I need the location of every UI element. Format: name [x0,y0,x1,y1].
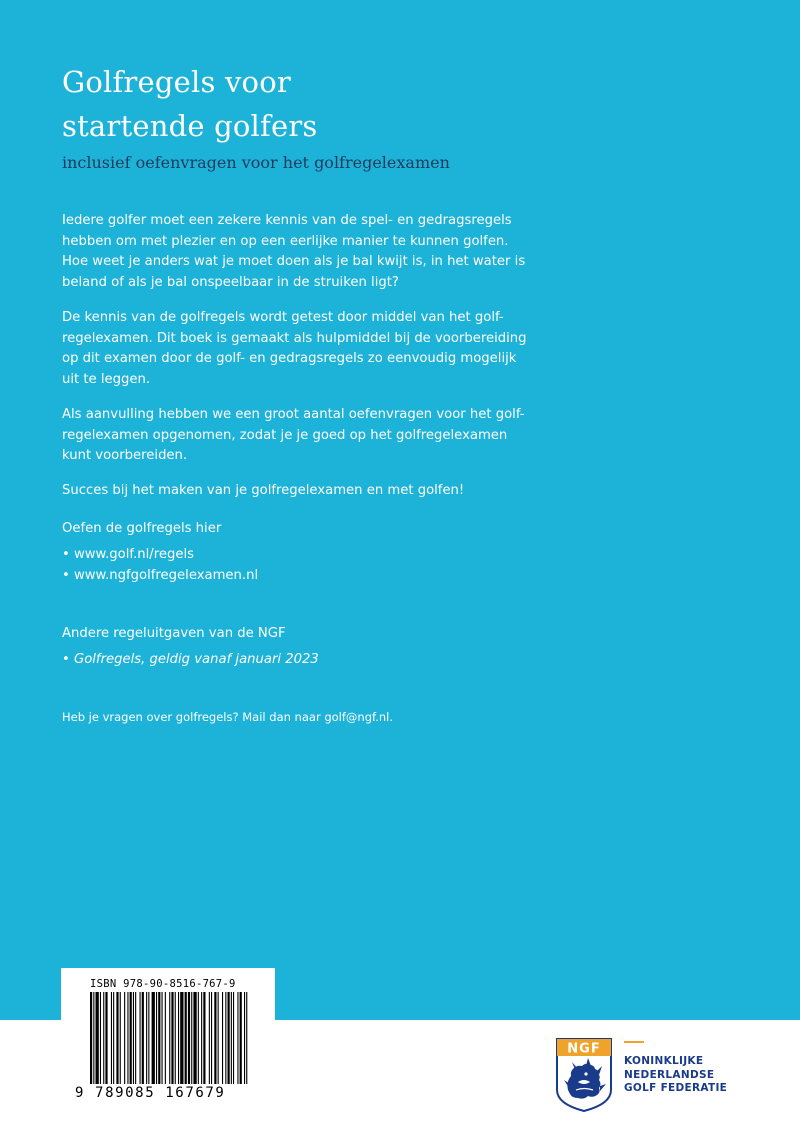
federation-name [624,1055,727,1096]
practice-link-golf[interactable]: • www.golf.nl/regels [62,547,195,562]
logo-accent-line [624,1041,644,1043]
book-subtitle: inclusief oefenvragen voor het golfregelexamen [62,153,450,172]
ngf-shield-logo [556,1038,612,1112]
practice-heading: Oefen de golfregels hier [62,521,222,536]
practice-link-exam[interactable]: • www.ngfgolfregelexamen.nl [62,568,259,583]
logo-abbreviation: NGF [567,1041,601,1057]
title-line-1: Golfregels voor [62,65,291,99]
intro-paragraph: Iedere golfer moet een zekere kennis van de spel- en gedragsregels hebben om met plezier en op een eerlijke manier te kunnen golfen. Hoe weet je anders wat je moet doen als je bal kwijt is, in het water is beland of als je bal onspeelbaar in de struiken ligt? [62,213,526,290]
barcode-icon [89,992,249,1084]
federation-name-line-3: GOLF FEDERATIE [624,1082,728,1094]
good-luck-paragraph: Succes bij het maken van je golfregelexamen en met golfen! [62,483,465,498]
book-title [62,60,317,148]
federation-name-line-2: NEDERLANDSE [624,1068,715,1081]
practice-paragraph: Als aanvulling hebben we een groot aantal oefenvragen voor het golf-regelexamen opgenomen, zodat je je goed op het golfregelexamen kunt voorbereiden. [62,407,525,463]
other-publications-heading: Andere regeluitgaven van de NGF [62,626,286,641]
barcode-box [61,968,275,1131]
isbn-label: ISBN 978-90-8516-767-9 [90,978,236,990]
other-publication-item: • Golfregels, geldig vanaf januari 2023 [62,652,319,667]
contact-line: Heb je vragen over golfregels? Mail dan naar golf@ngf.nl. [62,710,394,724]
barcode-digits: 9 789085 167679 [75,1085,226,1101]
exam-paragraph: De kennis van de golfregels wordt getest door middel van het golf-regelexamen. Dit boek is gemaakt als hulpmiddel bij de voorbereiding op dit examen door de golf- en gedragsregels zo eenvoudig mogelijk uit te leggen. [62,310,527,387]
federation-name-line-1: KONINKLIJKE [624,1055,704,1067]
title-line-2: startende golfers [62,109,318,143]
